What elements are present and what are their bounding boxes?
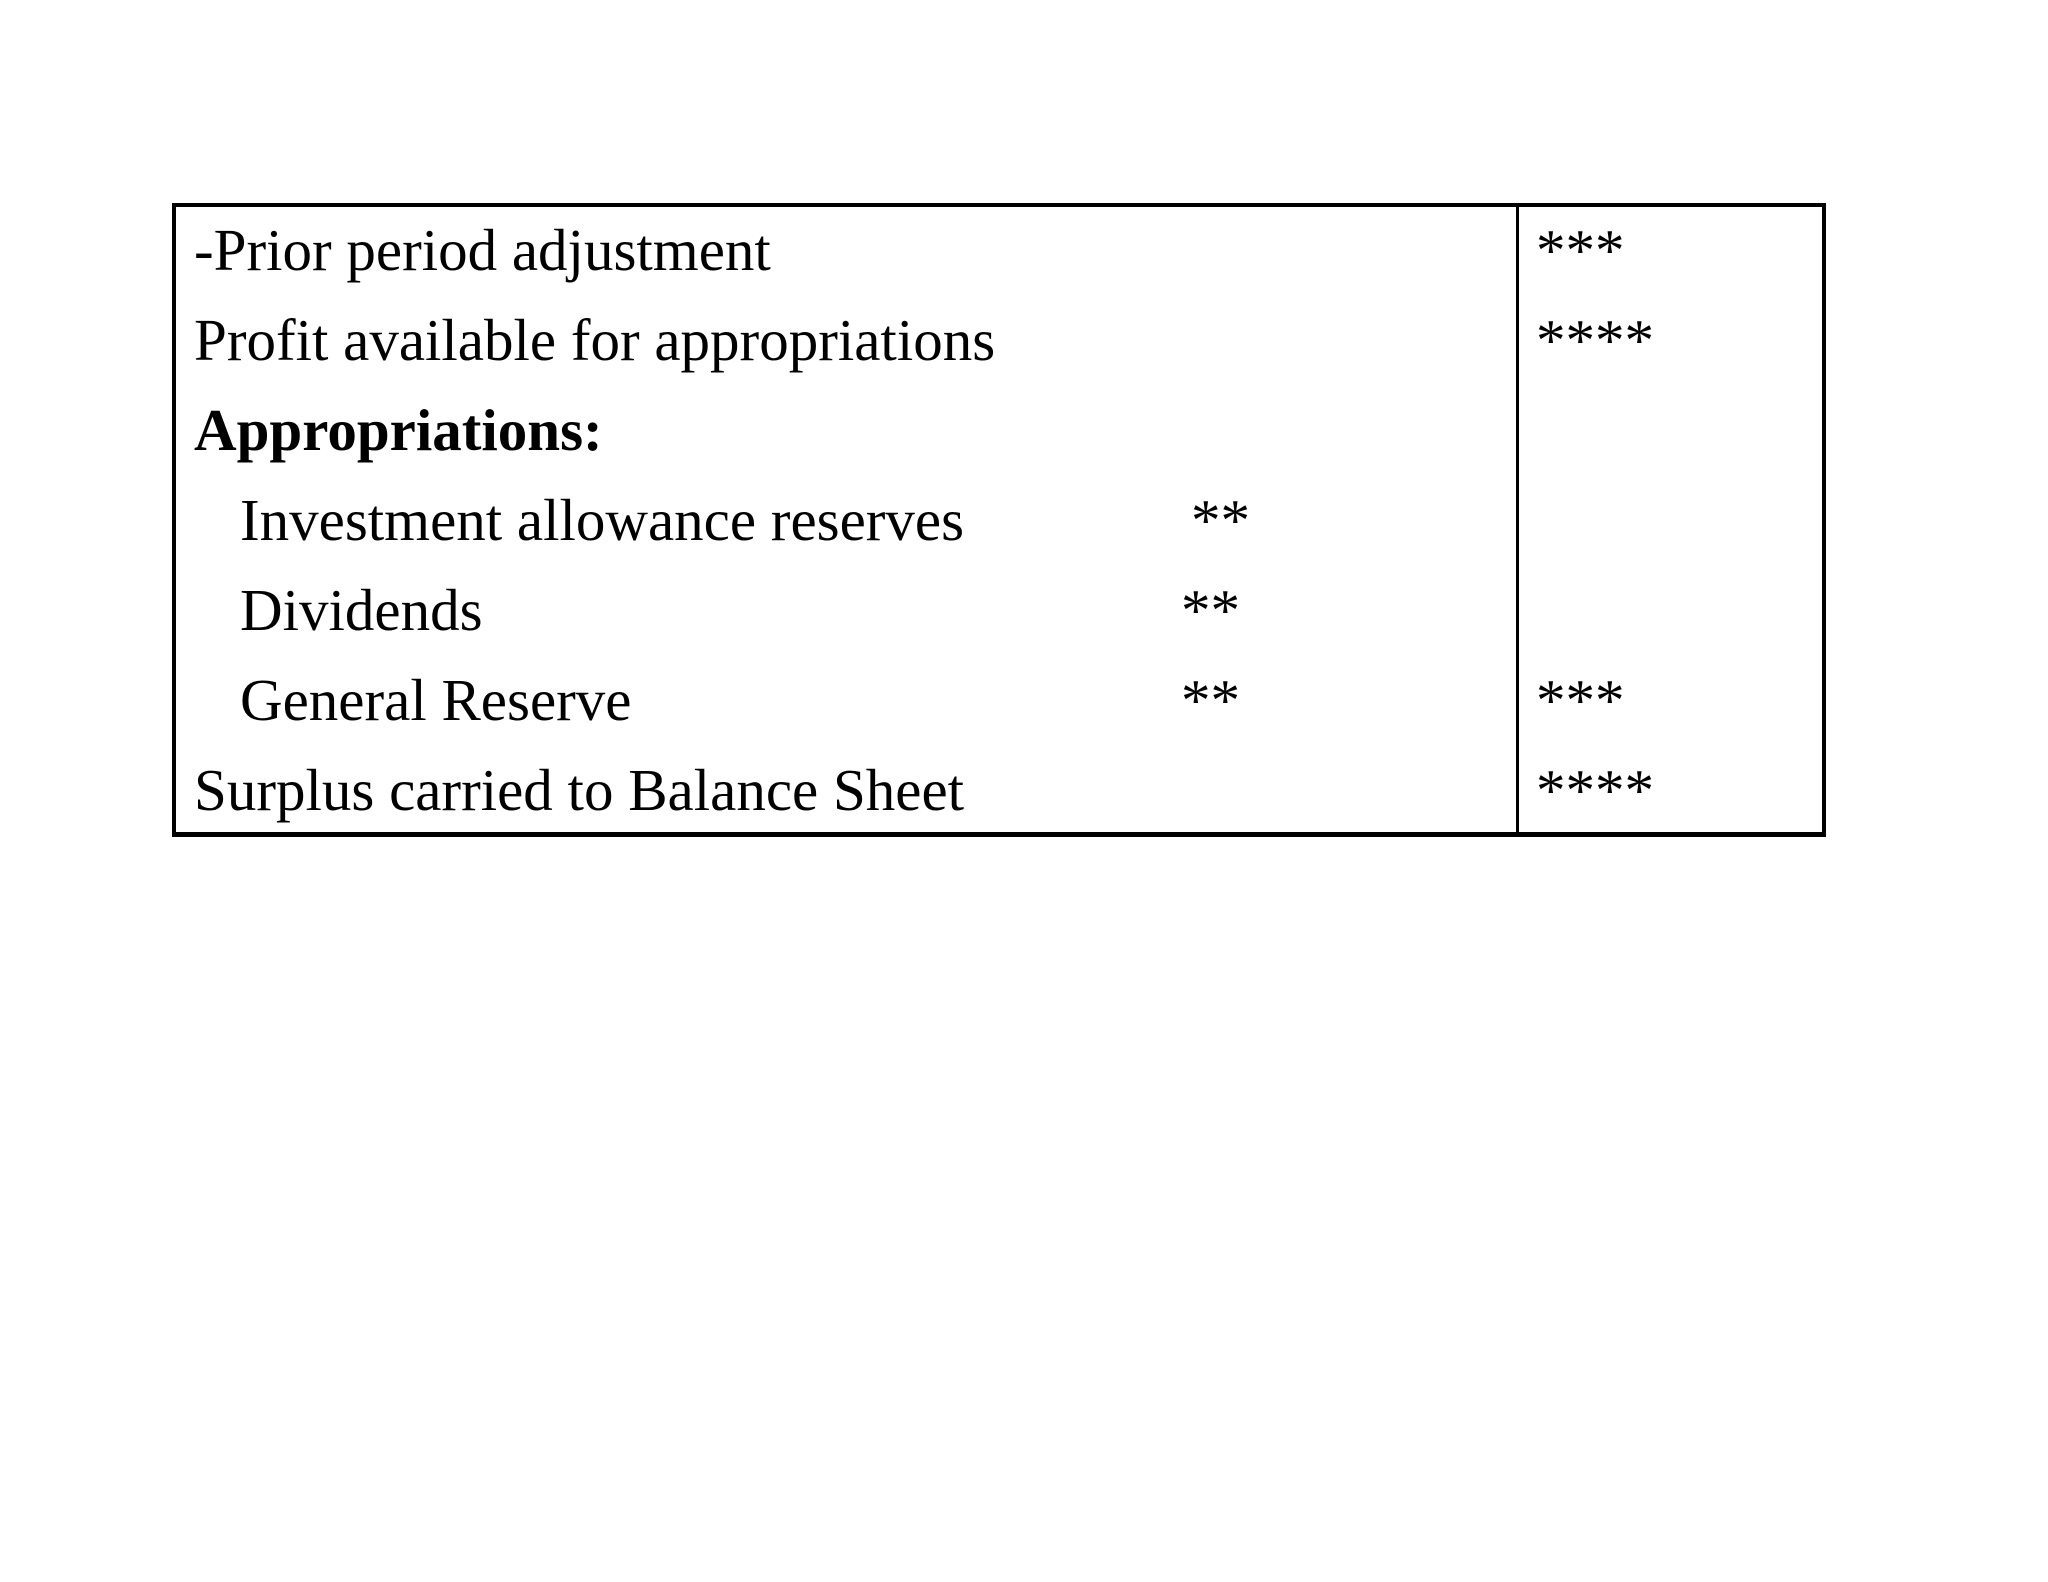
inner-amount: ** [1181,577,1240,643]
row-surplus-carried [176,747,1822,837]
inner-amount: ** [1181,667,1240,733]
appropriation-statement-table [172,203,1826,837]
row-label: Investment allowance reserves [240,487,965,553]
row-dividends [176,567,1822,657]
row-label: Dividends [240,577,483,643]
row-label: Surplus carried to Balance Sheet [194,757,965,823]
row-label: General Reserve [240,667,632,733]
row-general-reserve [176,657,1822,747]
outer-amount: **** [1536,307,1654,373]
outer-amount: *** [1536,217,1625,283]
row-investment-allowance-reserves [176,477,1822,567]
row-label: Profit available for appropriations [194,307,996,373]
outer-amount: *** [1536,667,1625,733]
row-label: -Prior period adjustment [194,217,771,283]
outer-amount: **** [1536,757,1654,823]
section-heading: Appropriations: [194,397,603,463]
row-prior-period-adjustment [176,207,1822,297]
row-profit-available [176,297,1822,387]
row-appropriations-heading [176,387,1822,477]
inner-amount: ** [1191,487,1250,553]
